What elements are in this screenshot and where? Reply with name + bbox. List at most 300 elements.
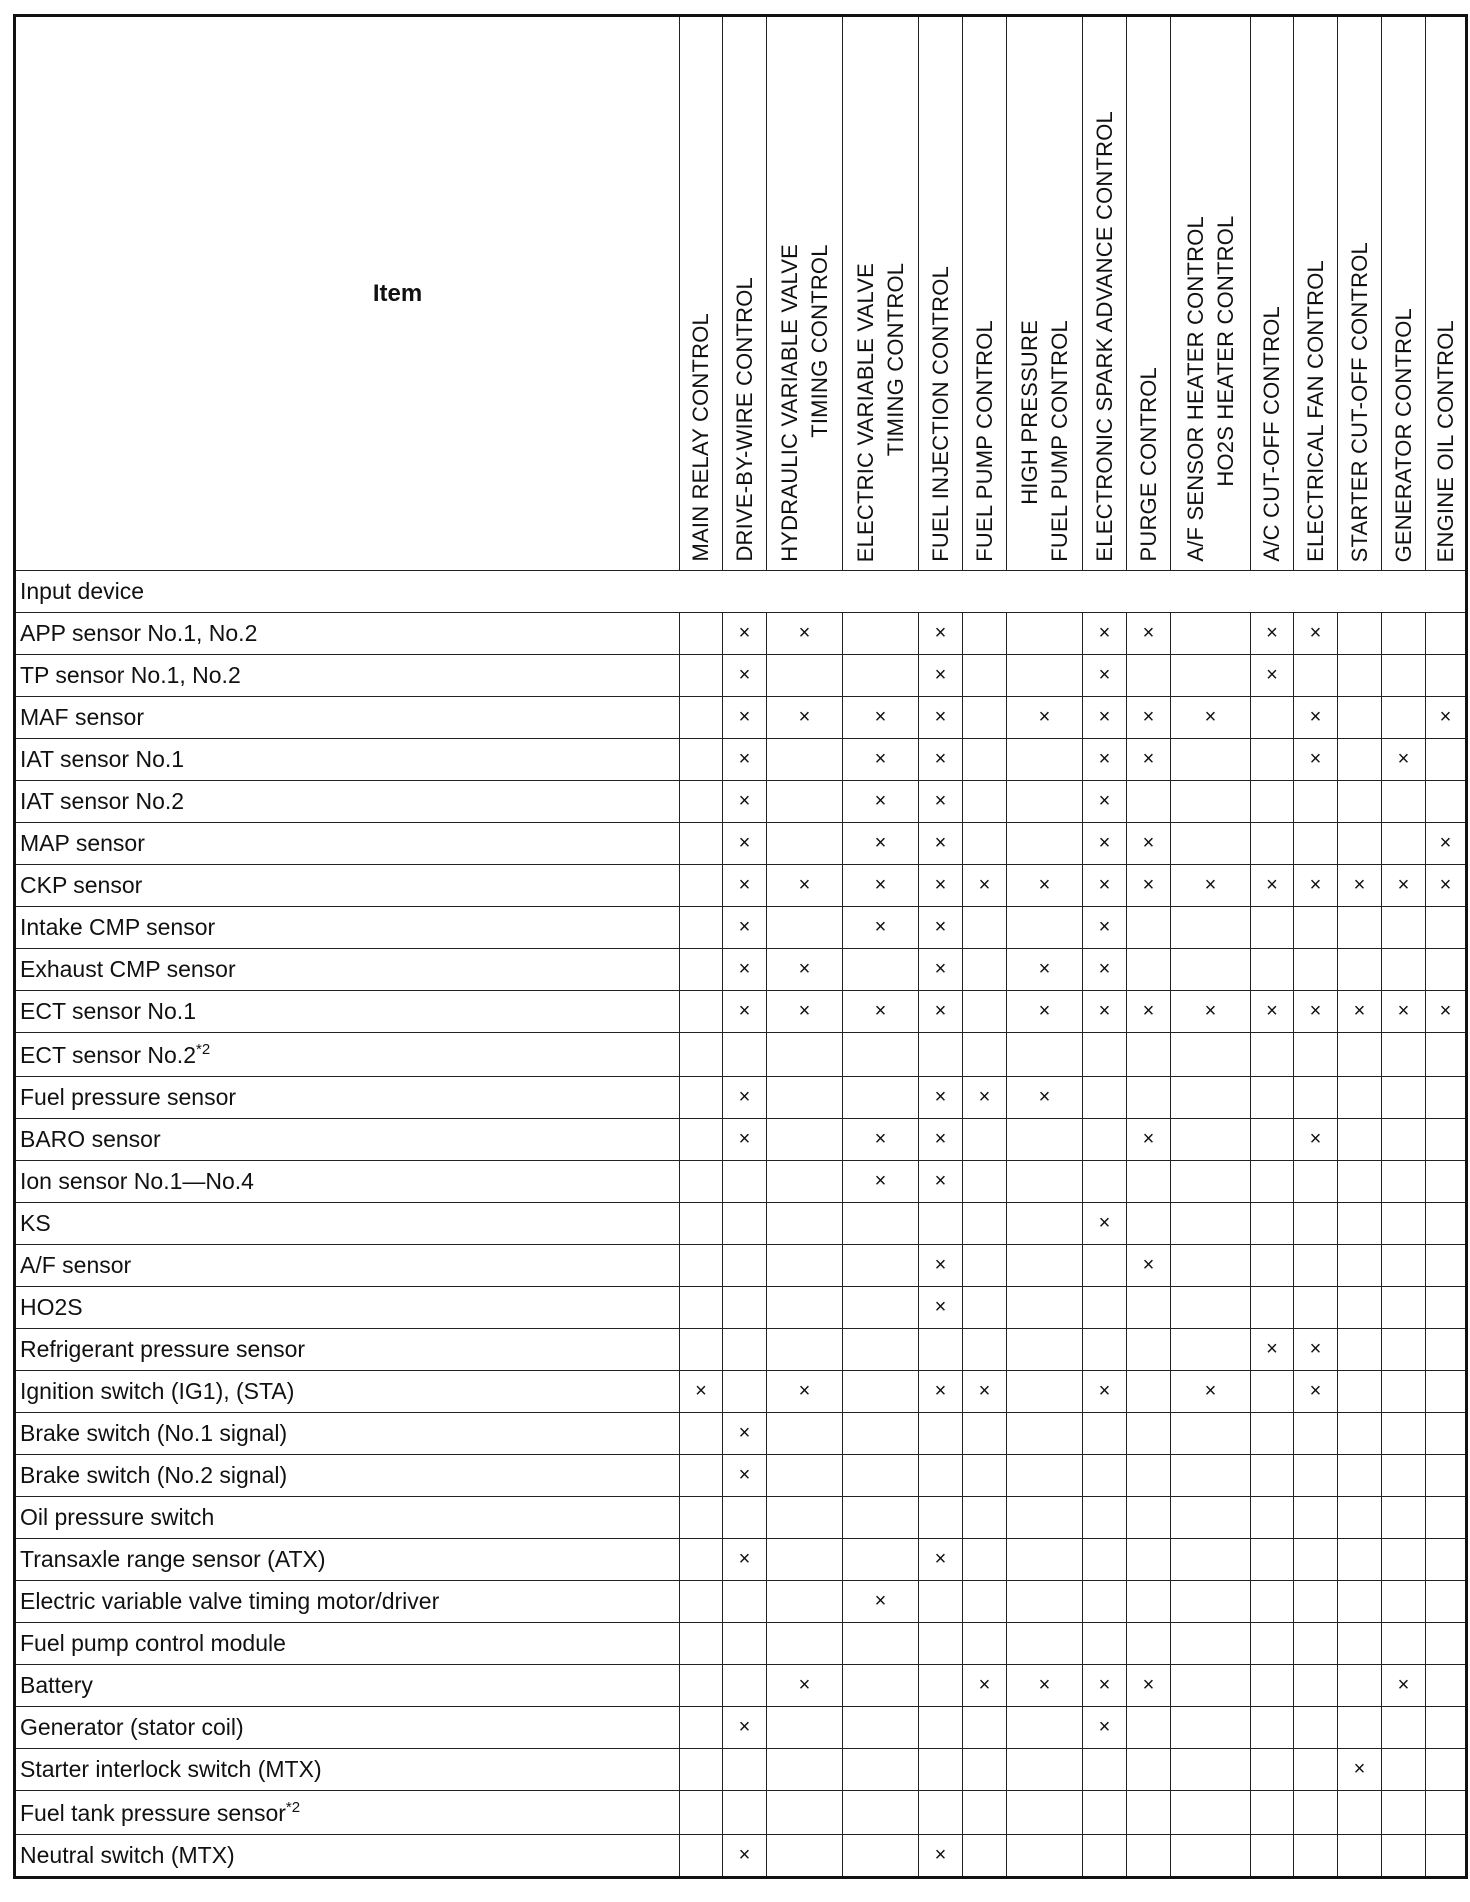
empty-cell	[1338, 1203, 1382, 1245]
applicable-mark: ×	[723, 655, 767, 697]
empty-cell	[1083, 1791, 1127, 1835]
empty-cell	[843, 1791, 919, 1835]
applicable-mark: ×	[1251, 865, 1294, 907]
empty-cell	[723, 1665, 767, 1707]
column-header-6	[963, 16, 1007, 571]
applicable-mark: ×	[843, 1119, 919, 1161]
empty-cell	[1007, 823, 1083, 865]
empty-cell	[1007, 1497, 1083, 1539]
applicable-mark: ×	[843, 697, 919, 739]
empty-cell	[1171, 1835, 1251, 1878]
empty-cell	[1338, 1791, 1382, 1835]
empty-cell	[1007, 1455, 1083, 1497]
applicable-mark: ×	[1426, 823, 1467, 865]
empty-cell	[1382, 1707, 1426, 1749]
applicable-mark: ×	[1127, 1665, 1171, 1707]
empty-cell	[1294, 1581, 1338, 1623]
section-label-input-device: Input device	[15, 571, 1467, 613]
empty-cell	[680, 1033, 723, 1077]
empty-cell	[963, 1749, 1007, 1791]
empty-cell	[680, 1623, 723, 1665]
empty-cell	[1251, 739, 1294, 781]
row-label	[15, 697, 680, 739]
applicable-mark: ×	[1382, 865, 1426, 907]
row-label	[15, 739, 680, 781]
applicable-mark: ×	[723, 1119, 767, 1161]
empty-cell	[919, 1749, 963, 1791]
empty-cell	[1382, 613, 1426, 655]
empty-cell	[1338, 1665, 1382, 1707]
applicable-mark: ×	[723, 823, 767, 865]
empty-cell	[1251, 781, 1294, 823]
empty-cell	[963, 823, 1007, 865]
row-label	[15, 1539, 680, 1581]
applicable-mark: ×	[1171, 991, 1251, 1033]
applicable-mark: ×	[723, 907, 767, 949]
empty-cell	[680, 1539, 723, 1581]
empty-cell	[1294, 1665, 1338, 1707]
empty-cell	[1426, 1033, 1467, 1077]
empty-cell	[1251, 1287, 1294, 1329]
table-row	[15, 1707, 1467, 1749]
column-header-9	[1127, 16, 1171, 571]
empty-cell	[963, 739, 1007, 781]
row-label-text: Brake switch (No.1 signal)	[20, 1420, 288, 1446]
empty-cell	[1251, 1455, 1294, 1497]
applicable-mark: ×	[963, 1371, 1007, 1413]
applicable-mark: ×	[919, 865, 963, 907]
empty-cell	[1251, 1161, 1294, 1203]
empty-cell	[1171, 1077, 1251, 1119]
applicable-mark: ×	[1007, 991, 1083, 1033]
row-label	[15, 1203, 680, 1245]
header-row	[15, 16, 1467, 571]
applicable-mark: ×	[843, 907, 919, 949]
empty-cell	[1426, 1119, 1467, 1161]
table-row	[15, 1497, 1467, 1539]
empty-cell	[1426, 1539, 1467, 1581]
applicable-mark: ×	[1426, 991, 1467, 1033]
empty-cell	[1382, 949, 1426, 991]
empty-cell	[1426, 949, 1467, 991]
empty-cell	[1171, 1539, 1251, 1581]
empty-cell	[1426, 1077, 1467, 1119]
empty-cell	[843, 1665, 919, 1707]
empty-cell	[1382, 1623, 1426, 1665]
empty-cell	[963, 1455, 1007, 1497]
empty-cell	[1171, 823, 1251, 865]
empty-cell	[1127, 1077, 1171, 1119]
empty-cell	[1382, 1287, 1426, 1329]
empty-cell	[1171, 1749, 1251, 1791]
applicable-mark: ×	[723, 613, 767, 655]
empty-cell	[1426, 1203, 1467, 1245]
empty-cell	[767, 1707, 843, 1749]
empty-cell	[1171, 1245, 1251, 1287]
empty-cell	[1382, 1497, 1426, 1539]
empty-cell	[843, 1245, 919, 1287]
empty-cell	[963, 1329, 1007, 1371]
empty-cell	[919, 1707, 963, 1749]
empty-cell	[1251, 1539, 1294, 1581]
empty-cell	[1426, 1371, 1467, 1413]
row-label	[15, 1413, 680, 1455]
empty-cell	[1294, 1245, 1338, 1287]
empty-cell	[767, 1623, 843, 1665]
empty-cell	[1338, 1329, 1382, 1371]
applicable-mark: ×	[1127, 991, 1171, 1033]
applicable-mark: ×	[723, 1707, 767, 1749]
empty-cell	[1251, 1749, 1294, 1791]
empty-cell	[1338, 613, 1382, 655]
empty-cell	[1338, 1413, 1382, 1455]
empty-cell	[963, 613, 1007, 655]
empty-cell	[1127, 1497, 1171, 1539]
empty-cell	[723, 1581, 767, 1623]
empty-cell	[843, 1455, 919, 1497]
empty-cell	[963, 1581, 1007, 1623]
empty-cell	[1338, 1245, 1382, 1287]
row-label-text: CKP sensor	[20, 872, 143, 898]
column-header-13	[1338, 16, 1382, 571]
empty-cell	[963, 991, 1007, 1033]
empty-cell	[919, 1791, 963, 1835]
empty-cell	[963, 1203, 1007, 1245]
column-header-label: FUEL INJECTION CONTROL	[927, 266, 953, 562]
empty-cell	[1127, 1287, 1171, 1329]
table-row	[15, 907, 1467, 949]
applicable-mark: ×	[767, 613, 843, 655]
applicable-mark: ×	[1294, 1119, 1338, 1161]
applicable-mark: ×	[919, 739, 963, 781]
table-row	[15, 613, 1467, 655]
table-row	[15, 1287, 1467, 1329]
empty-cell	[1171, 1497, 1251, 1539]
column-header-12	[1294, 16, 1338, 571]
empty-cell	[963, 1539, 1007, 1581]
empty-cell	[680, 823, 723, 865]
row-label-text: Ignition switch (IG1), (STA)	[20, 1378, 295, 1404]
empty-cell	[680, 1203, 723, 1245]
empty-cell	[1127, 1203, 1171, 1245]
empty-cell	[1294, 1539, 1338, 1581]
applicable-mark: ×	[723, 1413, 767, 1455]
empty-cell	[843, 1329, 919, 1371]
empty-cell	[1127, 1707, 1171, 1749]
applicable-mark: ×	[1426, 697, 1467, 739]
empty-cell	[963, 697, 1007, 739]
column-header-label: ENGINE OIL CONTROL	[1432, 319, 1458, 562]
empty-cell	[1294, 1707, 1338, 1749]
applicable-mark: ×	[1127, 697, 1171, 739]
empty-cell	[1083, 1835, 1127, 1878]
row-label	[15, 991, 680, 1033]
empty-cell	[1338, 949, 1382, 991]
empty-cell	[963, 655, 1007, 697]
empty-cell	[723, 1623, 767, 1665]
row-label	[15, 1835, 680, 1878]
empty-cell	[1171, 739, 1251, 781]
empty-cell	[843, 1497, 919, 1539]
applicable-mark: ×	[919, 697, 963, 739]
applicable-mark: ×	[919, 655, 963, 697]
empty-cell	[1338, 1161, 1382, 1203]
empty-cell	[680, 1455, 723, 1497]
empty-cell	[1127, 1329, 1171, 1371]
empty-cell	[1083, 1287, 1127, 1329]
row-label	[15, 865, 680, 907]
applicable-mark: ×	[723, 991, 767, 1033]
empty-cell	[1127, 1539, 1171, 1581]
row-label-text: ECT sensor No.1	[20, 998, 196, 1024]
empty-cell	[1007, 1791, 1083, 1835]
row-label	[15, 1791, 680, 1835]
applicable-mark: ×	[919, 949, 963, 991]
applicable-mark: ×	[1426, 865, 1467, 907]
empty-cell	[963, 1033, 1007, 1077]
empty-cell	[919, 1623, 963, 1665]
row-label-text: HO2S	[20, 1294, 83, 1320]
empty-cell	[919, 1203, 963, 1245]
applicable-mark: ×	[1007, 949, 1083, 991]
empty-cell	[1426, 1497, 1467, 1539]
applicable-mark: ×	[1294, 865, 1338, 907]
applicable-mark: ×	[1127, 613, 1171, 655]
empty-cell	[963, 1835, 1007, 1878]
empty-cell	[1127, 949, 1171, 991]
applicable-mark: ×	[767, 697, 843, 739]
empty-cell	[843, 1203, 919, 1245]
empty-cell	[1127, 1371, 1171, 1413]
row-label-text: IAT sensor No.1	[20, 746, 185, 772]
empty-cell	[1426, 1665, 1467, 1707]
empty-cell	[1382, 1245, 1426, 1287]
section-row	[15, 571, 1467, 613]
empty-cell	[1382, 1329, 1426, 1371]
empty-cell	[843, 1539, 919, 1581]
empty-cell	[1083, 1245, 1127, 1287]
empty-cell	[1251, 1665, 1294, 1707]
empty-cell	[1007, 1245, 1083, 1287]
applicable-mark: ×	[1083, 1707, 1127, 1749]
row-label-text: Fuel pressure sensor	[20, 1084, 237, 1110]
document-page	[13, 14, 1461, 1888]
table-row	[15, 655, 1467, 697]
applicable-mark: ×	[1083, 697, 1127, 739]
row-label	[15, 1077, 680, 1119]
empty-cell	[919, 1413, 963, 1455]
applicable-mark: ×	[723, 1077, 767, 1119]
applicable-mark: ×	[1127, 739, 1171, 781]
empty-cell	[1083, 1161, 1127, 1203]
row-label	[15, 1497, 680, 1539]
row-label-text: IAT sensor No.2	[20, 788, 185, 814]
empty-cell	[1338, 1119, 1382, 1161]
empty-cell	[1251, 1623, 1294, 1665]
row-label-text: Electric variable valve timing motor/driver	[20, 1588, 440, 1614]
table-row	[15, 823, 1467, 865]
column-header-14	[1382, 16, 1426, 571]
applicable-mark: ×	[1083, 781, 1127, 823]
empty-cell	[843, 949, 919, 991]
empty-cell	[1338, 1581, 1382, 1623]
row-label-text: ECT sensor No.2	[20, 1041, 196, 1068]
applicable-mark: ×	[1083, 823, 1127, 865]
empty-cell	[1294, 781, 1338, 823]
empty-cell	[1007, 1581, 1083, 1623]
empty-cell	[1426, 1287, 1467, 1329]
empty-cell	[1294, 1077, 1338, 1119]
empty-cell	[1251, 1203, 1294, 1245]
table-row	[15, 1665, 1467, 1707]
table-row	[15, 739, 1467, 781]
empty-cell	[1171, 1203, 1251, 1245]
empty-cell	[1426, 1791, 1467, 1835]
empty-cell	[680, 697, 723, 739]
empty-cell	[680, 613, 723, 655]
applicable-mark: ×	[1083, 1665, 1127, 1707]
row-label-text: APP sensor No.1, No.2	[20, 620, 258, 646]
empty-cell	[1382, 1371, 1426, 1413]
empty-cell	[1007, 1835, 1083, 1878]
applicable-mark: ×	[1083, 907, 1127, 949]
applicable-mark: ×	[1294, 1371, 1338, 1413]
empty-cell	[1007, 781, 1083, 823]
empty-cell	[1083, 1033, 1127, 1077]
empty-cell	[1382, 1161, 1426, 1203]
empty-cell	[1007, 613, 1083, 655]
row-label-text: TP sensor No.1, No.2	[20, 662, 241, 688]
applicable-mark: ×	[1127, 865, 1171, 907]
column-header-label: A/C CUT-OFF CONTROL	[1259, 306, 1284, 562]
empty-cell	[680, 1245, 723, 1287]
column-header-label: DRIVE-BY-WIRE CONTROL	[731, 277, 757, 562]
empty-cell	[680, 1791, 723, 1835]
applicable-mark: ×	[1171, 865, 1251, 907]
empty-cell	[1171, 613, 1251, 655]
column-header-15	[1426, 16, 1467, 571]
empty-cell	[1171, 1707, 1251, 1749]
empty-cell	[1338, 1539, 1382, 1581]
empty-cell	[1294, 1455, 1338, 1497]
empty-cell	[1426, 1455, 1467, 1497]
empty-cell	[1171, 781, 1251, 823]
empty-cell	[767, 1835, 843, 1878]
empty-cell	[963, 1161, 1007, 1203]
empty-cell	[767, 907, 843, 949]
empty-cell	[1171, 1413, 1251, 1455]
empty-cell	[1382, 1413, 1426, 1455]
empty-cell	[1251, 1119, 1294, 1161]
table-row	[15, 1245, 1467, 1287]
empty-cell	[1007, 1539, 1083, 1581]
empty-cell	[843, 1413, 919, 1455]
applicable-mark: ×	[1251, 655, 1294, 697]
empty-cell	[843, 1077, 919, 1119]
empty-cell	[963, 1497, 1007, 1539]
empty-cell	[1382, 1581, 1426, 1623]
applicable-mark: ×	[1294, 991, 1338, 1033]
empty-cell	[767, 1245, 843, 1287]
empty-cell	[1171, 907, 1251, 949]
empty-cell	[1127, 1161, 1171, 1203]
empty-cell	[1083, 1623, 1127, 1665]
empty-cell	[680, 907, 723, 949]
empty-cell	[1382, 907, 1426, 949]
empty-cell	[1083, 1119, 1127, 1161]
applicable-mark: ×	[1083, 949, 1127, 991]
empty-cell	[1083, 1329, 1127, 1371]
applicable-mark: ×	[1083, 613, 1127, 655]
row-label	[15, 1623, 680, 1665]
empty-cell	[1083, 1077, 1127, 1119]
empty-cell	[1007, 1161, 1083, 1203]
empty-cell	[1083, 1497, 1127, 1539]
column-header-8	[1083, 16, 1127, 571]
empty-cell	[680, 1581, 723, 1623]
applicable-mark: ×	[843, 865, 919, 907]
empty-cell	[1171, 1033, 1251, 1077]
applicable-mark: ×	[1294, 1329, 1338, 1371]
empty-cell	[1426, 907, 1467, 949]
empty-cell	[1007, 1287, 1083, 1329]
empty-cell	[723, 1287, 767, 1329]
row-label-text: Fuel pump control module	[20, 1630, 286, 1656]
applicable-mark: ×	[1251, 613, 1294, 655]
empty-cell	[1382, 1033, 1426, 1077]
empty-cell	[680, 655, 723, 697]
empty-cell	[1007, 907, 1083, 949]
empty-cell	[1294, 823, 1338, 865]
empty-cell	[1007, 1329, 1083, 1371]
empty-cell	[1171, 655, 1251, 697]
table-row	[15, 1329, 1467, 1371]
empty-cell	[1338, 1033, 1382, 1077]
applicable-mark: ×	[1007, 697, 1083, 739]
row-label-text: Ion sensor No.1—No.4	[20, 1168, 254, 1194]
empty-cell	[1127, 1581, 1171, 1623]
row-label-text: Generator (stator coil)	[20, 1714, 244, 1740]
empty-cell	[1007, 1749, 1083, 1791]
applicable-mark: ×	[919, 1287, 963, 1329]
table-row	[15, 865, 1467, 907]
empty-cell	[1426, 739, 1467, 781]
applicable-mark: ×	[1083, 739, 1127, 781]
empty-cell	[963, 1413, 1007, 1455]
column-header-10	[1171, 16, 1251, 571]
empty-cell	[919, 1329, 963, 1371]
empty-cell	[767, 781, 843, 823]
applicable-mark: ×	[1083, 655, 1127, 697]
row-label-text: MAP sensor	[20, 830, 145, 856]
row-label	[15, 1329, 680, 1371]
input-device-control-matrix	[13, 14, 1468, 1879]
empty-cell	[1007, 1033, 1083, 1077]
empty-cell	[1083, 1455, 1127, 1497]
applicable-mark: ×	[919, 1835, 963, 1878]
empty-cell	[1251, 949, 1294, 991]
empty-cell	[767, 1581, 843, 1623]
row-label-text: KS	[20, 1210, 51, 1236]
row-label	[15, 1707, 680, 1749]
row-label	[15, 781, 680, 823]
applicable-mark: ×	[1083, 1371, 1127, 1413]
empty-cell	[1426, 1161, 1467, 1203]
applicable-mark: ×	[963, 1077, 1007, 1119]
empty-cell	[1083, 1413, 1127, 1455]
applicable-mark: ×	[843, 1161, 919, 1203]
empty-cell	[843, 1371, 919, 1413]
